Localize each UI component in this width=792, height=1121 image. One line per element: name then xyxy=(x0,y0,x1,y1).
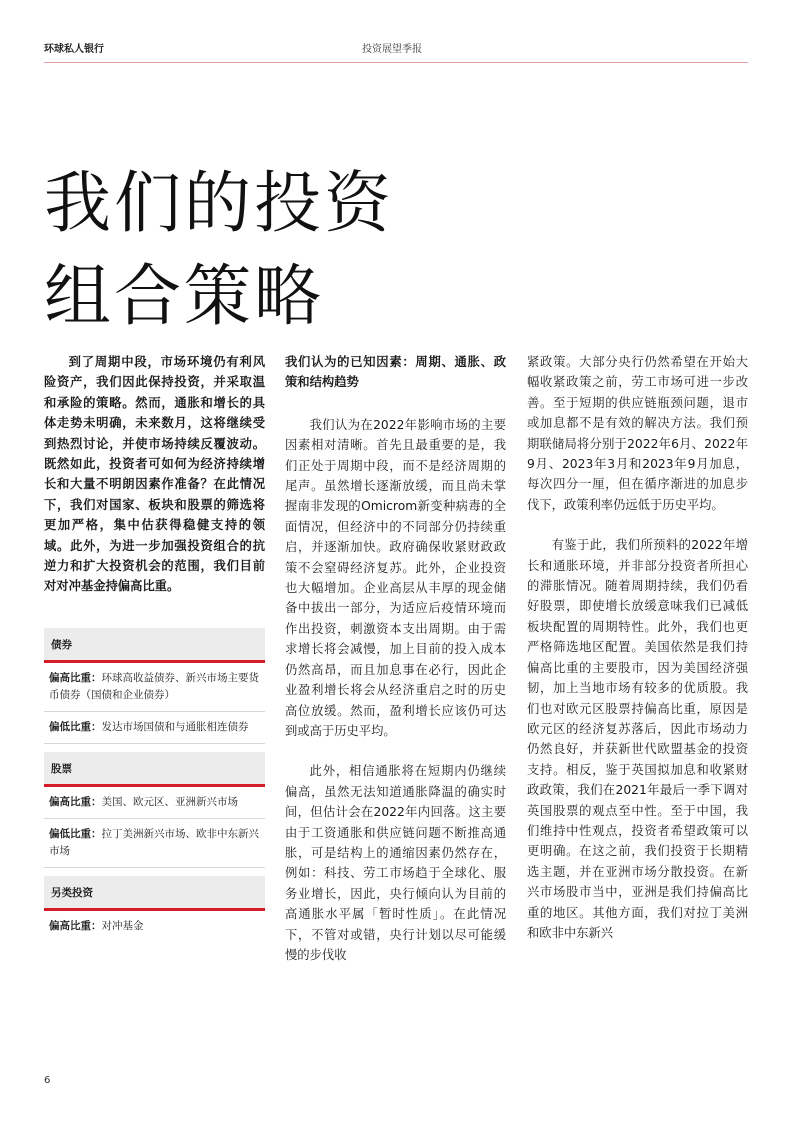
allocation-section-bonds xyxy=(44,628,265,744)
allocation-text: 美国、欧元区、亚洲新兴市场 xyxy=(101,796,238,808)
body-paragraph: 紧政策。大部分央行仍然希望在开始大幅收紧政策之前，劳工市场可进一步改善。至于短期的供应链瓶颈问题，退市或加息都不是有效的解决方法。我们预期联储局将分别于2022年6月、2022年9月、2023年3月和2023年9月加息，每次四分一厘，但在循序渐进的加息步伐下，政策利率仍远低于历史平均。 xyxy=(527,355,748,512)
allocation-row xyxy=(44,787,265,819)
allocation-label: 偏高比重： xyxy=(49,672,102,684)
org-name: 环球私人银行 xyxy=(44,44,104,55)
column-2 xyxy=(285,352,506,985)
allocation-text: 拉丁美洲新兴市场、欧非中东新兴市场 xyxy=(49,828,259,857)
column-3 xyxy=(527,352,748,963)
section-heading: 我们认为的已知因素：周期、通胀、政策和结构趋势 xyxy=(285,355,506,390)
allocation-row xyxy=(44,663,265,712)
publication-name: 投资展望季报 xyxy=(362,44,422,55)
page-title xyxy=(44,157,504,343)
allocation-text: 环球高收益债券、新兴市场主要货币债券（国债和企业债券） xyxy=(49,672,259,701)
allocation-row xyxy=(44,819,265,868)
page-number: 6 xyxy=(44,1075,51,1086)
title-line-1: 我们的投资 xyxy=(44,163,394,242)
title-line-2: 组合策略 xyxy=(44,256,324,335)
allocation-row xyxy=(44,911,265,942)
body-paragraph: 此外，相信通胀将在短期内仍继续偏高，虽然无法知道通胀降温的确实时间，但估计会在2022年内回落。这主要由于工资通胀和供应链问题不断推高通胀，可是结构上的通缩因素仍然存在，例如：科技、劳工市场趋于全球化、服务业增长，因此，央行倾向认为目前的高通胀水平属「暂时性质」。在此情况下，不管对或错，央行计划以尽可能缓慢的步伐收 xyxy=(285,764,506,962)
body-paragraph: 我们认为在2022年影响市场的主要因素相对清晰。首先且最重要的是，我们正处于周期中段，而不是经济周期的尾声。虽然增长逐渐放缓，而且尚未掌握南非发现的Omicrom新变种病毒的全面情况，但经济中的不同部分仍持续重启，并逐渐加快。政府确保收紧财政政策不会窒碍经济复苏。此外，企业投资也大幅增加。企业高层从丰厚的现金储备中拔出一部分，为适应后疫情环境而作出投资，刺激资本支出周期。由于需求增长将会减慢，加上目前的投入成本仍然高昂，而且加息事在必行，因此企业盈利增长将会从经济重启之时的历史高位放缓。然而，盈利增长应该仍可达到或高于历史平均。 xyxy=(285,417,506,738)
section-title: 债券 xyxy=(44,628,265,660)
allocation-text: 发达市场国债和与通胀相连债券 xyxy=(101,721,249,733)
intro-paragraph: 到了周期中段，市场环境仍有利风险资产，我们因此保持投资，并采取温和承险的策略。然而，通胀和增长的具体走势未明确，未来数月，这将继续受到热烈讨论，并使市场持续反覆波动。既然如此，投资者可如何为经济持续增长和大量不明朗因素作准备？在此情况下，我们对国家、板块和股票的筛选将更加严格，集中估获得稳健支持的领域。此外，为进一步加强投资组合的抗逆力和扩大投资机会的范围，我们目前对对冲基金持偏高比重。 xyxy=(44,355,265,594)
section-title: 股票 xyxy=(44,752,265,784)
allocation-label: 偏低比重： xyxy=(49,721,102,733)
allocation-section-equities xyxy=(44,752,265,868)
allocation-label: 偏低比重： xyxy=(49,828,102,840)
allocation-label: 偏高比重： xyxy=(49,920,102,932)
allocation-summary xyxy=(44,628,265,950)
allocation-section-alternatives xyxy=(44,876,265,942)
body-paragraph: 有鉴于此，我们所预料的2022年增长和通胀环境，并非部分投资者所担心的滞胀情况。随着周期持续，我们仍看好股票，即使增长放缓意味我们已减低板块配置的周期特性。此外，我们也更严格筛选地区配置。美国依然是我们持偏高比重的主要股市，因为美国经济强韧，加上当地市场有较多的优质股。我们也对欧元区股票持偏高比重，原因是欧元区的经济复苏落后，因此市场动力仍然良好，并获新世代欧盟基金的投资支持。相反，鉴于英国拟加息和收紧财政政策，我们在2021年最后一季下调对英国股票的观点至中性。至于中国，我们维持中性观点，投资者希望政策可以更明确。在这之前，我们投资于长期精选主题，并在亚洲市场分散投资。在新兴市场股市当中，亚洲是我们持偏高比重的地区。其他方面，我们对拉丁美洲和欧非中东新兴 xyxy=(527,538,748,940)
allocation-label: 偏高比重： xyxy=(49,796,102,808)
allocation-row xyxy=(44,712,265,744)
header-divider xyxy=(44,62,748,63)
section-title: 另类投资 xyxy=(44,876,265,908)
allocation-text: 对冲基金 xyxy=(101,920,144,932)
